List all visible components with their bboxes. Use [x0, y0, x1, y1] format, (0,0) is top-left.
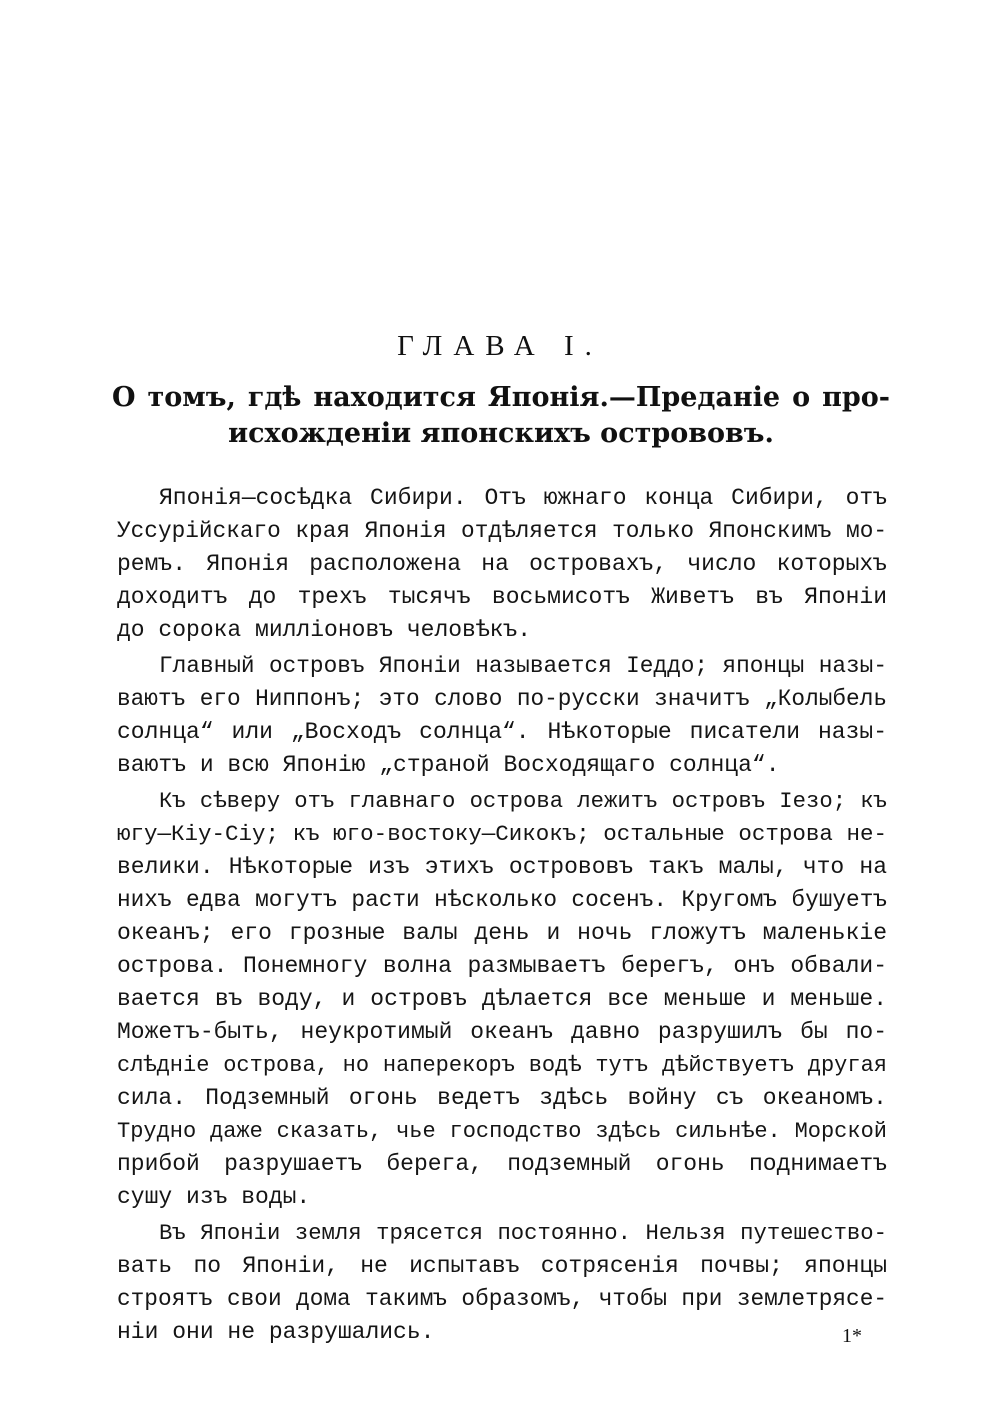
text-line: вается въ воду, и островъ дѣлается все меньше и меньше.	[117, 986, 887, 1012]
chapter-title-line: О томъ, гдѣ находится Японія.—Преданіе о про-	[112, 382, 890, 413]
text-line: ваютъ его Ниппонъ; это слово по-русски значитъ „Колыбель	[117, 686, 887, 712]
text-line: слѣдніе острова, но наперекоръ водѣ тутъ дѣйствуетъ другая	[117, 1053, 887, 1078]
paragraph	[117, 785, 887, 1214]
text-line: Уссурійскаго края Японія отдѣляется только Японскимъ мо-	[117, 518, 887, 544]
text-line: Японія—сосѣдка Сибири. Отъ южнаго конца Сибири, отъ	[159, 485, 887, 511]
text-line: Къ сѣверу отъ главнаго острова лежитъ островъ Іезо; къ	[159, 788, 887, 814]
text-line: солнца“ или „Восходъ солнца“. Нѣкоторые писатели назы-	[117, 719, 887, 745]
text-line: Въ Японіи земля трясется постоянно. Нельзя путешество-	[159, 1220, 887, 1246]
text-line: Можетъ-быть, неукротимый океанъ давно разрушилъ бы по-	[117, 1019, 887, 1045]
text-line: Трудно даже сказать, чье господство здѣсь сильнѣе. Морской	[117, 1119, 887, 1144]
text-line: югу—Кіу-Сіу; къ юго-востоку—Сикокъ; остальные острова не-	[117, 821, 887, 847]
text-line: ніи они не разрушались.	[117, 1319, 435, 1345]
text-line: сила. Подземный огонь ведетъ здѣсь войну съ океаномъ.	[117, 1085, 887, 1111]
paragraph	[117, 1217, 887, 1349]
text-line: ваютъ и всю Японію „страной Восходящаго солнца“.	[117, 752, 780, 778]
paragraph	[117, 650, 887, 782]
text-line: океанъ; его грозные валы день и ночь гложутъ маленькіе	[117, 920, 887, 946]
text-line: острова. Понемногу волна размываетъ берегъ, онъ обвали-	[117, 953, 887, 979]
text-line: ремъ. Японія расположена на островахъ, число которыхъ	[117, 551, 887, 577]
text-line: сушу изъ воды.	[117, 1184, 311, 1210]
text-line: велики. Нѣкоторые изъ этихъ острововъ такъ малы, что на	[117, 854, 887, 880]
text-line: до сорока милліоновъ человѣкъ.	[117, 617, 532, 643]
body-text	[117, 482, 887, 1352]
text-line: вать по Японіи, не испытавъ сотрясенія почвы; японцы	[117, 1253, 887, 1279]
chapter-title-line: исхожденіи японскихъ острововъ.	[228, 418, 774, 449]
chapter-title	[112, 380, 890, 452]
text-line: строятъ свои дома такимъ образомъ, чтобы при землетрясе-	[117, 1286, 887, 1312]
text-line: нихъ едва могутъ расти нѣсколько сосенъ. Кругомъ бушуетъ	[117, 887, 887, 913]
paragraph	[117, 482, 887, 647]
printer-signature-mark: 1*	[842, 1325, 862, 1347]
text-line: Главный островъ Японіи называется Іеддо; японцы назы-	[159, 653, 887, 679]
text-line: прибой разрушаетъ берега, подземный огонь поднимаетъ	[117, 1151, 887, 1177]
text-line: доходитъ до трехъ тысячъ восьмисотъ Живетъ въ Японіи	[117, 584, 887, 610]
chapter-label: ГЛАВА I.	[397, 330, 603, 362]
